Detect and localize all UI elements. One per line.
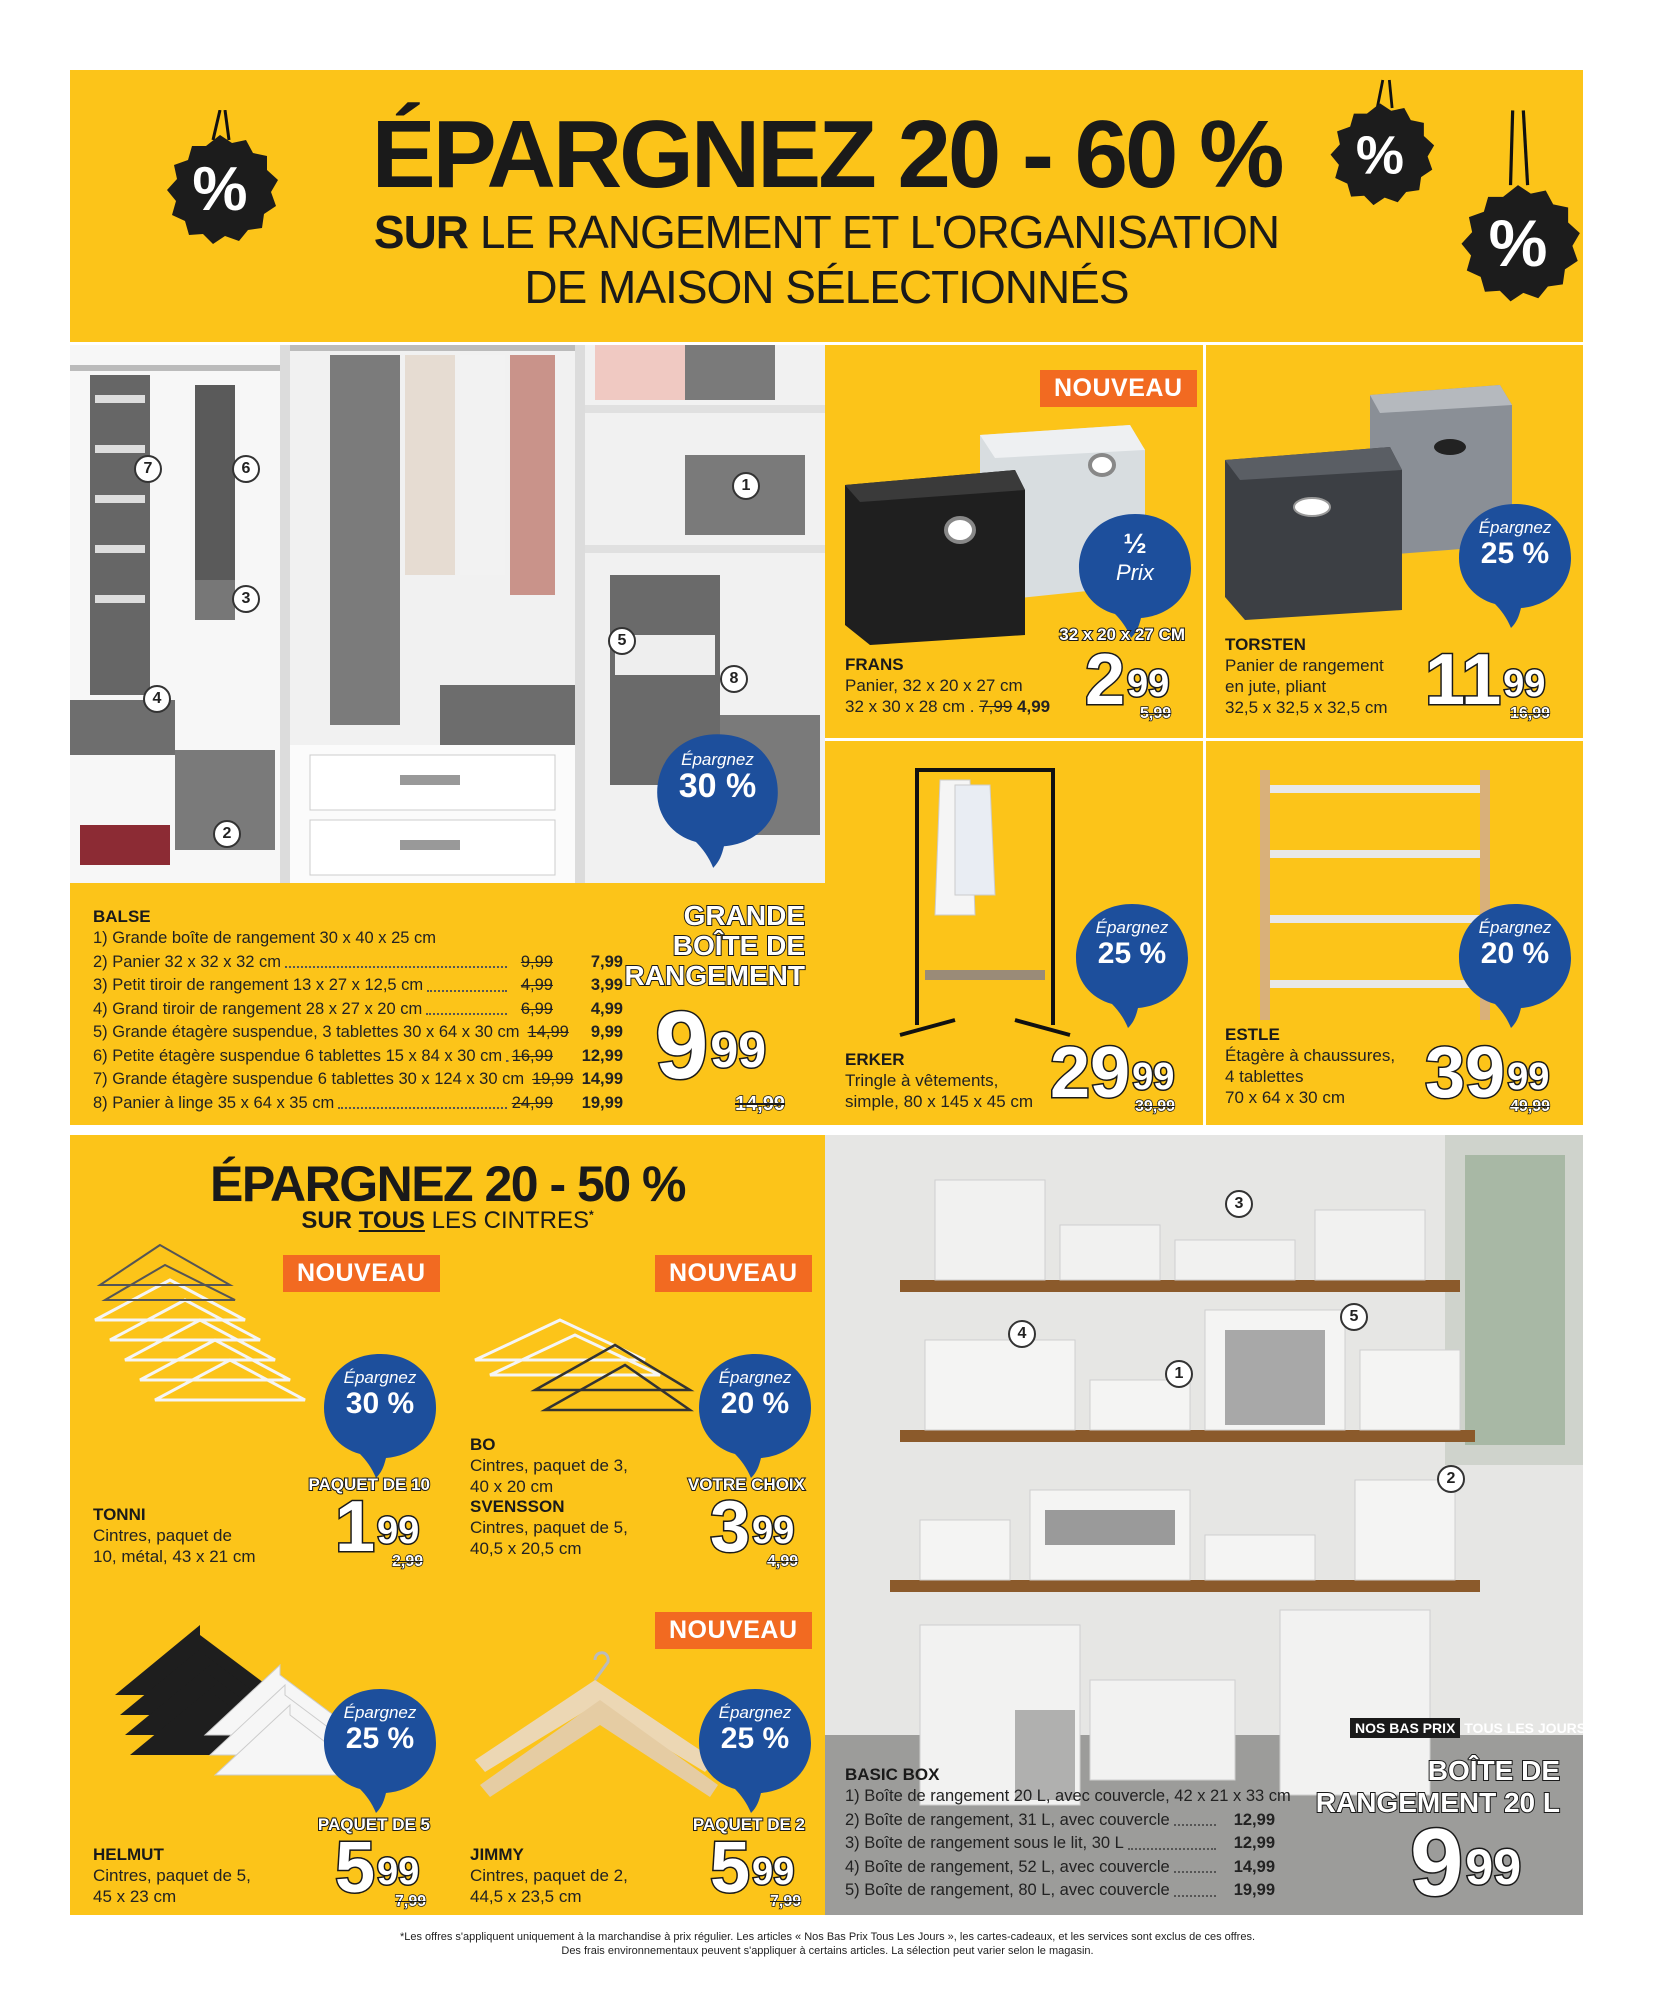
list-item [93,974,623,998]
everyday-low-b: TOUS LES JOURS [1464,1720,1587,1736]
list-item-label: 5) Boîte de rangement, 80 L, avec couvercle [845,1881,1170,1899]
torsten-name: TORSTEN [1225,635,1306,654]
balse-label-1: GRANDE [683,900,805,931]
list-item-label: 4) Grand tiroir de rangement 28 x 27 x 20 cm [93,999,423,1018]
balse-number: 8 [720,665,748,693]
list-item [845,1879,1275,1903]
bo-save-bubble [695,1350,815,1480]
list-item-label: 7) Grande étagère suspendue 6 tablettes 30 x 124 x 30 cm [93,1070,525,1088]
percent-symbol: % [1355,125,1405,186]
list-item-label: 4) Boîte de rangement, 52 L, avec couvercle [845,1857,1170,1876]
save-percent: 30 % [345,1387,415,1420]
price-dec: 99 [377,1851,420,1893]
list-item-label: 5) Grande étagère suspendue, 3 tablettes 30 x 64 x 30 cm [93,1023,520,1041]
percent-symbol: % [1488,207,1548,282]
jimmy-image [470,1650,720,1830]
jimmy-pack: PAQUET DE 2 [692,1815,805,1834]
tonni-desc-2: 10, métal, 43 x 21 cm [93,1547,256,1566]
tonni-name: TONNI [93,1505,146,1524]
list-item-was-price: 6,99 [520,999,553,1018]
list-item [845,1809,1275,1833]
erker-save-bubble [1072,900,1192,1030]
balse-number: 1 [732,472,760,500]
frans-new-badge: NOUVEAU [1040,370,1197,407]
price-dec: 99 [1503,663,1546,705]
torsten-save-bubble [1455,500,1575,630]
tonni-save-bubble [320,1350,440,1480]
percent-symbol: % [192,155,248,224]
list-item-price: 19,99 [1233,1881,1275,1899]
price-int: 5 [335,1828,376,1908]
bo-new-badge: NOUVEAU [655,1255,812,1292]
svensson-name: SVENSSON [470,1497,565,1516]
jimmy-desc-2: 44,5 x 23,5 cm [470,1887,582,1906]
list-item-price: 7,99 [590,952,623,971]
list-item-was-price: 4,99 [520,976,553,994]
price-int: 9 [655,992,709,1099]
save-label: Épargnez [343,1368,417,1387]
list-item [93,951,623,975]
basic-box-list [845,1809,1275,1903]
frans-desc-2-now: 4,99 [1017,697,1051,716]
list-item-label: 8) Panier à linge 35 x 64 x 35 cm [93,1093,335,1112]
bo-pack: VOTRE CHOIX [687,1475,805,1494]
price-int: 29 [1050,1033,1131,1113]
torsten-desc-3: 32,5 x 32,5 x 32,5 cm [1225,698,1388,717]
balse-item-1: 1) Grande boîte de rangement 30 x 40 x 25 cm [93,929,437,947]
hangers-sub-c: LES CINTRES [431,1207,589,1234]
price-dec: 99 [1507,1056,1550,1098]
estle-name: ESTLE [1225,1025,1280,1044]
save-label: Épargnez [718,1703,792,1722]
list-item-price: 12,99 [1233,1810,1275,1829]
bo-name: BO [470,1435,496,1454]
dot-leader [338,1092,507,1110]
balse-details [93,907,623,1115]
basic-box-number: 1 [1165,1360,1193,1388]
tonni-new-badge: NOUVEAU [283,1255,440,1292]
list-item-label: 3) Petit tiroir de rangement 13 x 27 x 12,5 cm [93,976,424,994]
footer-line-2: Des frais environnementaux peuvent s'appliquer à certains articles. La sélection peut varier selon le magasin. [561,1945,1094,1957]
frans-desc-1: Panier, 32 x 20 x 27 cm [845,676,1023,695]
save-half: ½ [1123,528,1147,559]
save-percent: 25 % [720,1722,790,1755]
price-int: 2 [1085,640,1126,720]
helmut-desc-1: Cintres, paquet de 5, [93,1866,251,1885]
estle-desc-3: 70 x 64 x 30 cm [1225,1088,1346,1107]
tonni-details [93,1505,323,1567]
balse-number: 6 [232,455,260,483]
dot-leader [1128,1832,1216,1850]
price-int: 11 [1425,640,1502,720]
tonni-pack: PAQUET DE 10 [308,1475,430,1494]
hangers-sub-a: SUR [301,1207,353,1234]
estle-was-price: 49,99 [1510,1098,1551,1115]
helmut-save-bubble [320,1685,440,1815]
estle-save-bubble [1455,900,1575,1030]
price-dec: 99 [1132,1056,1175,1098]
balse-number: 3 [232,585,260,613]
save-label: Épargnez [718,1368,792,1387]
basic-box-price [1410,1809,1522,1916]
grid-divider-h [825,738,1583,741]
everyday-low-badge [1350,1720,1586,1736]
balse-name: BALSE [93,907,151,926]
frans-desc-2-was: 7,99 [979,697,1013,716]
save-label: Épargnez [1478,918,1552,937]
list-item-price: 14,99 [581,1070,623,1088]
percent-tag-right-1 [1310,75,1450,225]
erker-image [895,765,1075,1045]
save-percent: 30 % [678,767,757,805]
list-item-label: 3) Boîte de rangement sous le lit, 30 L [845,1834,1124,1852]
list-item-price: 14,99 [1233,1857,1275,1876]
bo-details [470,1435,700,1559]
jimmy-name: JIMMY [470,1845,524,1864]
list-item [93,1092,623,1116]
list-item [845,1856,1275,1880]
price-int: 39 [1425,1033,1506,1113]
percent-tag-left [145,110,295,260]
dot-leader [285,951,507,969]
price-dec: 99 [752,1510,795,1552]
list-item [93,1021,623,1045]
dot-leader [506,1045,507,1063]
list-item-was-price: 24,99 [511,1093,553,1112]
list-item-price: 19,99 [581,1093,623,1112]
balse-number: 4 [143,685,171,713]
price-dec: 99 [752,1851,795,1893]
basic-box-item-1: 1) Boîte de rangement 20 L, avec couvercle, 42 x 21 x 33 cm [845,1787,1291,1805]
dot-leader [1174,1879,1216,1897]
frans-desc-2 [845,696,1075,717]
erker-desc-2: simple, 80 x 145 x 45 cm [845,1092,1034,1111]
list-item [93,1045,623,1069]
jimmy-was-price: 7,99 [770,1893,802,1910]
erker-desc-1: Tringle à vêtements, [845,1071,999,1090]
price-dec: 99 [1127,663,1170,705]
list-item-price: 3,99 [590,976,623,994]
balse-number: 7 [134,455,162,483]
grid-divider-v [1203,345,1206,1125]
save-label: Épargnez [1095,918,1169,937]
list-item [93,1068,623,1092]
balse-label-2: BOÎTE DE [672,930,805,961]
header-subtitle-bold: SUR [373,206,469,258]
save-percent: 25 % [1480,537,1550,570]
bo-desc-1: Cintres, paquet de 3, [470,1456,628,1475]
dot-leader [1174,1809,1216,1827]
basic-box-number: 5 [1340,1303,1368,1331]
torsten-was-price: 16,99 [1510,705,1551,722]
torsten-desc-2: en jute, pliant [1225,677,1327,696]
list-item-was-price: 16,99 [511,1046,553,1065]
dot-leader [1174,1856,1216,1874]
jimmy-desc-1: Cintres, paquet de 2, [470,1866,628,1885]
hangers-sub-star: * [588,1208,594,1222]
hangers-sub-b: TOUS [358,1207,425,1234]
list-item-price: 9,99 [590,1023,623,1041]
price-dec: 99 [377,1510,420,1552]
price-int: 3 [710,1487,751,1567]
save-label: Épargnez [343,1703,417,1722]
basic-box-label-1: BOÎTE DE [1427,1755,1560,1786]
basic-box-number: 3 [1225,1190,1253,1218]
erker-was-price: 39,99 [1135,1098,1176,1115]
save-prix: Prix [1116,560,1154,585]
frans-name: FRANS [845,655,904,674]
frans-details [845,655,1075,717]
svensson-desc-2: 40,5 x 20,5 cm [470,1539,582,1558]
balse-price [655,992,767,1099]
dot-leader [426,998,507,1016]
list-item-price: 4,99 [590,999,623,1018]
list-item-was-price: 9,99 [520,952,553,971]
tonni-was-price: 2,99 [392,1553,424,1570]
basic-box-number: 4 [1008,1320,1036,1348]
tonni-desc-1: Cintres, paquet de [93,1526,232,1545]
dot-leader [427,974,507,992]
list-item-was-price: 19,99 [532,1070,574,1088]
estle-details [1225,1025,1445,1108]
everyday-low-a: NOS BAS PRIX [1350,1718,1460,1738]
bo-image [465,1280,695,1440]
basic-box-name: BASIC BOX [845,1765,940,1784]
jimmy-details [470,1845,700,1907]
footer-line-1: *Les offres s'appliquent uniquement à la marchandise à prix régulier. Les articles « Nos Bas Prix Tous Les Jours », les cartes-cadeaux, et les services sont exclus de ces offres. [399,1931,1256,1943]
torsten-details [1225,635,1425,718]
balse-number: 2 [213,820,241,848]
list-item [845,1832,1275,1856]
basic-box-number: 2 [1437,1465,1465,1493]
save-label: Épargnez [1478,518,1552,537]
header-subtitle-rest: LE RANGEMENT ET L'ORGANISATION [479,206,1280,258]
helmut-was-price: 7,99 [395,1893,427,1910]
price-int: 1 [335,1487,376,1567]
percent-tag-right-2 [1438,110,1598,320]
list-item-price: 12,99 [1233,1834,1275,1852]
bo-desc-2: 40 x 20 cm [470,1477,554,1496]
price-dec: 99 [710,1022,767,1078]
save-percent: 20 % [720,1387,790,1420]
torsten-desc-1: Panier de rangement [1225,656,1384,675]
price-int: 5 [710,1828,751,1908]
frans-save-bubble [1075,510,1195,640]
estle-desc-2: 4 tablettes [1225,1067,1304,1086]
hangers-title: ÉPARGNEZ 20 - 50 % [209,1156,685,1212]
jimmy-new-badge: NOUVEAU [655,1612,812,1649]
list-item-label: 2) Panier 32 x 32 x 32 cm [93,952,282,971]
helmut-pack: PAQUET DE 5 [317,1815,430,1834]
frans-desc-2a: 32 x 30 x 28 cm . [845,697,975,716]
erker-details [845,1050,1075,1112]
footer-disclaimer [0,1930,1655,1958]
balse-label-3: RANGEMENT [624,960,805,991]
frans-size-tag: 32 x 20 x 27 CM [1059,625,1185,644]
price-int: 9 [1410,1809,1464,1916]
list-item-label: 2) Boîte de rangement, 31 L, avec couvercle [845,1810,1170,1829]
balse-was-price: 14,99 [735,1093,786,1115]
list-item-label: 6) Petite étagère suspendue 6 tablettes 15 x 84 x 30 cm [93,1046,503,1065]
erker-name: ERKER [845,1050,905,1069]
helmut-name: HELMUT [93,1845,164,1864]
helmut-details [93,1845,323,1907]
save-label: Épargnez [681,750,754,769]
frans-was-price: 5,99 [1140,705,1172,722]
list-item-was-price: 14,99 [527,1023,569,1041]
price-dec: 99 [1465,1839,1522,1895]
save-percent: 25 % [1097,937,1167,970]
balse-number: 5 [608,627,636,655]
svensson-desc-1: Cintres, paquet de 5, [470,1518,628,1537]
basic-box-label-2: RANGEMENT 20 L [1315,1787,1560,1818]
estle-desc-1: Étagère à chaussures, [1225,1046,1396,1065]
save-percent: 20 % [1480,937,1550,970]
basic-box-details [845,1765,1295,1903]
header-subtitle-line2: DE MAISON SÉLECTIONNÉS [524,261,1129,313]
balse-list [93,951,623,1116]
jimmy-save-bubble [695,1685,815,1815]
bo-was-price: 4,99 [767,1553,799,1570]
list-item-price: 12,99 [581,1046,623,1065]
save-percent: 25 % [345,1722,415,1755]
helmut-desc-2: 45 x 23 cm [93,1887,177,1906]
header-title: ÉPARGNEZ 20 - 60 % [371,101,1282,208]
list-item [93,998,623,1022]
balse-save-bubble [650,730,785,870]
